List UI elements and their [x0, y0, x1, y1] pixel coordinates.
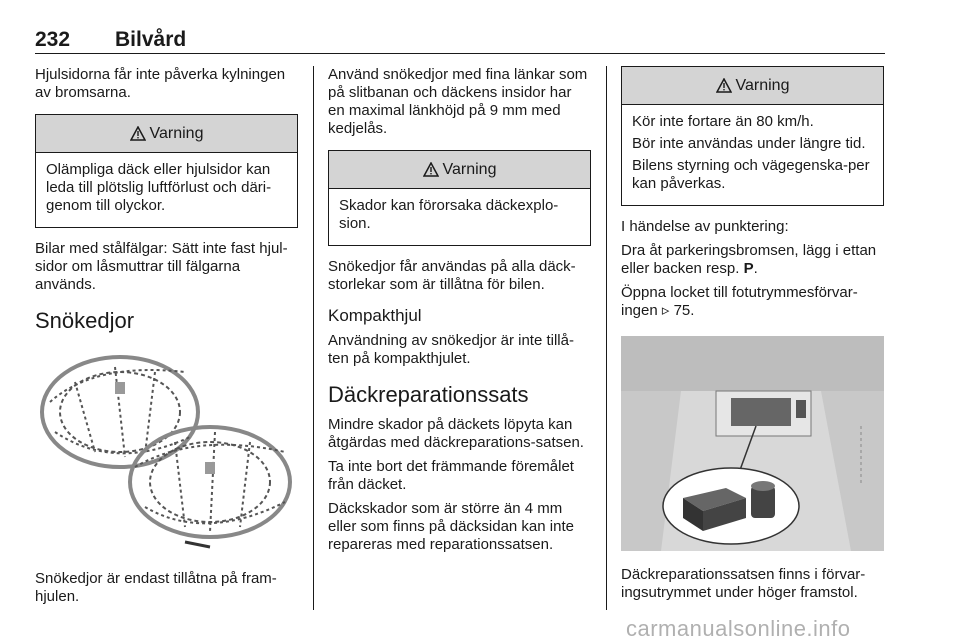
column-1: [35, 66, 298, 612]
chain-sizes-text: Snökedjor får användas på alla däck-storlekar som är tillåtna för bilen.: [328, 258, 576, 293]
gear-p: P: [743, 260, 754, 277]
snow-chains-caption: Snökedjor är endast tillåtna på fram-hjulen.: [35, 570, 277, 605]
section-title-compact-wheel: Kompakthjul: [328, 306, 422, 325]
warning-line-speed: Kör inte fortare än 80 km/h.: [632, 113, 814, 130]
repair-kit-text-1: Mindre skador på däckets löpyta kan åtgärdas med däckreparations-satsen.: [328, 416, 584, 451]
repair-kit-location-illustration: [621, 336, 884, 551]
column-2: [328, 66, 591, 560]
page-reference[interactable]: 75.: [673, 302, 695, 319]
page-title: Bilvård: [115, 28, 187, 51]
warning-header: [622, 67, 883, 105]
warning-box-tyres: [35, 114, 298, 228]
column-divider-1: [313, 66, 314, 610]
open-storage-step: Öppna locket till fotutrymmesförvar-ingen ▹ 75.: [621, 284, 858, 319]
repair-kit-text-2: Ta inte bort det främmande föremålet från däcket.: [328, 458, 574, 493]
warning-header: [36, 115, 297, 153]
parking-brake-step: Dra åt parkeringsbromsen, lägg i ettan eller backen resp. P.: [621, 242, 877, 277]
compact-wheel-text: Användning av snökedjor är inte tillå-ten på kompakthjulet.: [328, 332, 574, 367]
page-header: [35, 26, 885, 54]
section-title-repair-kit: Däckreparationssats: [328, 382, 529, 407]
warning-triangle-icon: [130, 126, 146, 141]
repair-kit-caption: Däckreparationssatsen finns i förvar-ingsutrymmet under höger framstol.: [621, 566, 866, 601]
warning-box-explosion: [328, 150, 591, 246]
warning-header: [329, 151, 590, 189]
repair-kit-text-3: Däckskador som är större än 4 mm eller som finns på däcksidan kan inte repareras med reparationssatsen.: [328, 500, 574, 553]
column-divider-2: [606, 66, 607, 610]
warning-title: Varning: [149, 124, 204, 142]
watermark-text: carmanualsonline.info: [626, 616, 851, 641]
warning-triangle-icon: [423, 162, 439, 177]
arrow-ref-icon: ▹: [661, 302, 670, 319]
warning-title: Varning: [735, 76, 790, 94]
warning-text: Skador kan förorsaka däckexplo-sion.: [339, 197, 559, 232]
warning-box-speed: [621, 66, 884, 206]
puncture-intro: I händelse av punktering:: [621, 218, 789, 235]
warning-triangle-icon: [716, 78, 732, 93]
warning-line-duration: Bör inte användas under längre tid.: [632, 135, 866, 152]
page-number: 232: [35, 28, 71, 51]
section-title-snow-chains: Snökedjor: [35, 308, 135, 333]
column-3: [621, 66, 884, 608]
warning-line-handling: Bilens styrning och vägegenska-per kan påverkas.: [632, 157, 870, 192]
hubcap-note: Hjulsidorna får inte påverka kylningen av bromsarna.: [35, 66, 286, 101]
chain-spec-text: Använd snökedjor med fina länkar som på slitbanan och däckens insidor har en maximal länkhöjd på 9 mm med kedjelås.: [328, 66, 588, 137]
warning-title: Varning: [442, 160, 497, 178]
snow-chains-illustration: [35, 342, 298, 557]
warning-text: Olämpliga däck eller hjulsidor kan leda till plötslig luftförlust och däri-genom till olyckor.: [46, 161, 272, 214]
steel-rims-note: Bilar med stålfälgar: Sätt inte fast hjul-sidor om låsmuttrar till fälgarna används.: [35, 240, 288, 293]
